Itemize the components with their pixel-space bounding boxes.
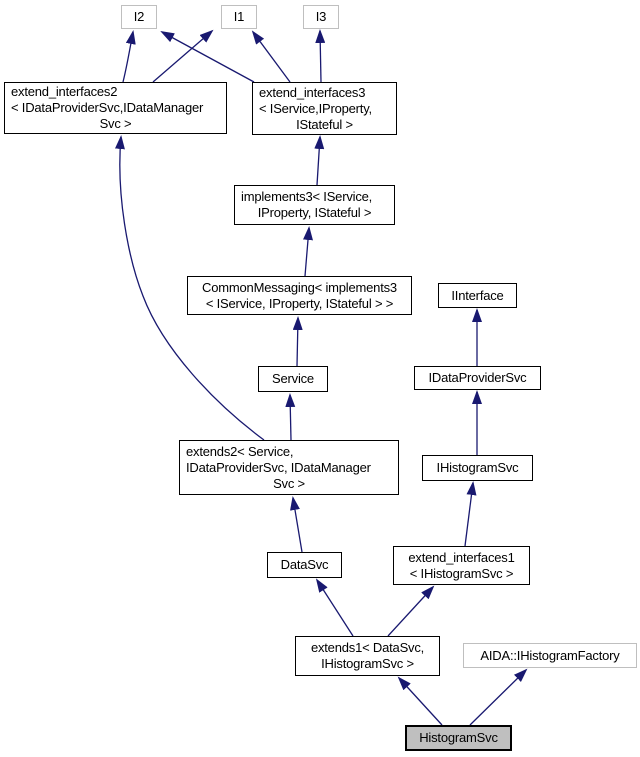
node-label-line: I1	[233, 9, 245, 24]
node-iinterface[interactable]	[438, 283, 517, 308]
node-label-line: < IService,IProperty,	[259, 100, 372, 116]
node-label-line: Svc >	[99, 116, 132, 131]
node-label-line: IDataProviderSvc	[428, 370, 527, 385]
edge-histogramsvc-to-extends1	[399, 678, 442, 725]
node-label-line: extend_interfaces2	[11, 84, 118, 99]
node-label-line: < IHistogramSvc >	[409, 565, 514, 581]
edge-extend_interfaces2-to-i1	[153, 31, 212, 82]
node-ihistogramsvc[interactable]	[422, 455, 533, 481]
node-label-line: HistogramSvc	[419, 730, 498, 745]
node-label-line: < IService, IProperty, IStateful > >	[205, 295, 394, 311]
edge-extends2-to-service	[290, 395, 291, 440]
node-label-line: extends2< Service,	[186, 443, 294, 459]
node-label-line: < IDataProviderSvc,IDataManager	[11, 100, 204, 115]
edge-extends1-to-datasvc	[317, 580, 353, 636]
node-label-line: extend_interfaces1	[408, 549, 515, 565]
node-label-line: IHistogramSvc	[436, 460, 519, 475]
node-extend_interfaces2[interactable]	[4, 82, 227, 134]
edge-extend_interfaces2-to-i2	[123, 32, 133, 82]
edge-extend_interfaces3-to-i2	[162, 32, 254, 82]
node-label-line: Service	[272, 371, 314, 386]
node-extends1[interactable]	[295, 636, 440, 676]
node-label-line: CommonMessaging< implements3	[202, 279, 397, 295]
node-extend_interfaces3[interactable]	[252, 82, 397, 135]
edge-datasvc-to-extends2	[293, 498, 302, 552]
edge-extend_interfaces3-to-i3	[320, 31, 321, 82]
edge-extend_interfaces3-to-i1	[253, 32, 290, 82]
node-i1	[221, 5, 257, 29]
edge-extends1-to-extend_interfaces1	[388, 587, 433, 636]
node-histogramsvc	[405, 725, 512, 751]
node-label-line: IStateful >	[296, 116, 353, 132]
node-datasvc[interactable]	[267, 552, 342, 578]
node-label-line: implements3< IService,	[241, 189, 373, 204]
node-label-line: AIDA::IHistogramFactory	[480, 647, 620, 663]
node-label-line: I2	[133, 9, 145, 24]
node-label-line: extend_interfaces3	[259, 84, 366, 100]
node-label-line: I3	[315, 9, 327, 24]
node-aida_ihistogramfactory	[463, 643, 637, 668]
node-label-line: IProperty, IStateful >	[257, 205, 372, 220]
edge-extend_interfaces1-to-ihistogramsvc	[465, 483, 473, 546]
node-label-line: IInterface	[451, 287, 504, 303]
node-i2	[121, 5, 157, 29]
node-label-line: DataSvc	[280, 557, 329, 572]
node-extends2[interactable]	[179, 440, 399, 495]
edge-implements3-to-extend_interfaces3	[317, 137, 320, 185]
edge-histogramsvc-to-aida_ihistogramfactory	[470, 670, 526, 725]
node-i3	[303, 5, 339, 29]
node-label-line: Svc >	[273, 475, 305, 491]
node-label-line: IHistogramSvc >	[321, 656, 414, 671]
node-implements3[interactable]	[234, 185, 395, 225]
node-extend_interfaces1[interactable]	[393, 546, 530, 585]
node-label-line: extends1< DataSvc,	[310, 640, 425, 655]
node-service[interactable]	[258, 366, 328, 392]
node-label-line: IDataProviderSvc, IDataManager	[186, 459, 371, 475]
edge-service-to-commonmessaging	[297, 318, 298, 366]
node-commonmessaging[interactable]	[187, 276, 412, 315]
node-idataprovidersvc[interactable]	[414, 366, 541, 390]
edge-commonmessaging-to-implements3	[305, 228, 309, 276]
